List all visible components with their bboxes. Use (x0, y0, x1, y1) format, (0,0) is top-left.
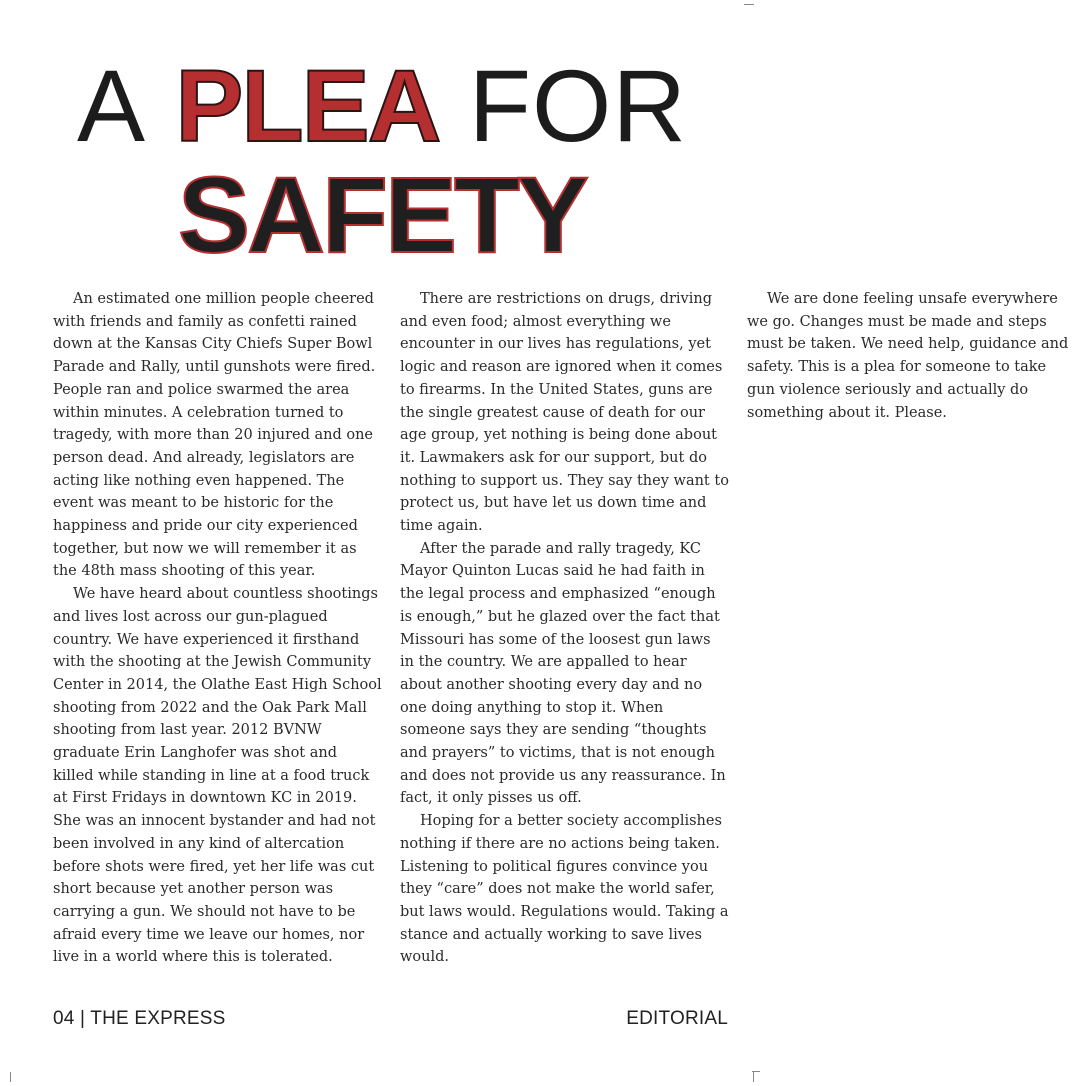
headline-line-1 (0, 50, 764, 162)
headline-word-for: FOR (468, 49, 688, 163)
footer-section: EDITORIAL (626, 1008, 728, 1029)
crop-mark-top-right (744, 4, 754, 5)
headline (0, 50, 764, 274)
headline-word-safety: SAFETY (177, 154, 587, 275)
paragraph-2: We have heard about countless shootings and lives lost across our gun-plagued country. We have experienced it firsthand with the shooting at the Jewish Community Center in 2014, the Olathe East High School shooting from 2022 and the Oak Park Mall shooting from last year. 2012 BVNW graduate Erin Langhofer was shot and killed while standing in line at a food truck at First Fridays in downtown KC in 2019. She was an innocent bystander and had not been involved in any kind of altercation before shots were fired, yet her life was cut short because yet another person was carrying a gun. We should not have to be afraid every time we leave our homes, nor live in a world where this is tolerated. (53, 586, 382, 966)
headline-word-plea: PLEA (175, 49, 440, 163)
paragraph-4: After the parade and rally tragedy, KC Mayor Quinton Lucas said he had faith in the legal process and emphasized “enough is enough,” but he glazed over the fact that Missouri has some of the loosest gun laws in the country. We are appalled to hear about another shooting every day and no one doing anything to stop it. When someone says they are sending “thoughts and prayers” to victims, that is not enough and does not provide us any reassurance. In fact, it only pisses us off. (400, 540, 726, 807)
crop-mark-bottom-right-horizontal (752, 1071, 760, 1072)
paragraph-5: Hoping for a better society accomplishes nothing if there are no actions being taken. Listening to political figures convince you they “care” does not make the world safer, but laws would. Regulations would. Taking a stance and actually working to save lives would. (400, 813, 729, 966)
crop-mark-bottom-right (753, 1072, 754, 1082)
footer-page-label: 04 | THE EXPRESS (53, 1008, 226, 1029)
paragraph-6: We are done feeling unsafe everywhere we go. Changes must be made and steps must be taken. We need help, guidance and safety. This is a plea for someone to take gun violence seriously and actually do something about it. Please. (747, 291, 1069, 421)
article-body (53, 288, 1069, 978)
paragraph-1: An estimated one million people cheered with friends and family as confetti rained down at the Kansas City Chiefs Super Bowl Parade and Rally, until gunshots were fired. People ran and police swarmed the area within minutes. A celebration turned to tragedy, with more than 20 injured and one person dead. And already, legislators are acting like nothing even happened. The event was meant to be historic for the happiness and pride our city experienced together, but now we will remember it as the 48th mass shooting of this year. (53, 291, 376, 580)
crop-mark-bottom-left (10, 1072, 11, 1082)
headline-word-a: A (76, 49, 146, 163)
paragraph-3: There are restrictions on drugs, driving and even food; almost everything we encounter in our lives has regulations, yet logic and reason are ignored when it comes to firearms. In the United States, guns are the single greatest cause of death for our age group, yet nothing is being done about it. Lawmakers ask for our support, but do nothing to support us. They say they want to protect us, but have let us down time and time again. (400, 291, 729, 535)
